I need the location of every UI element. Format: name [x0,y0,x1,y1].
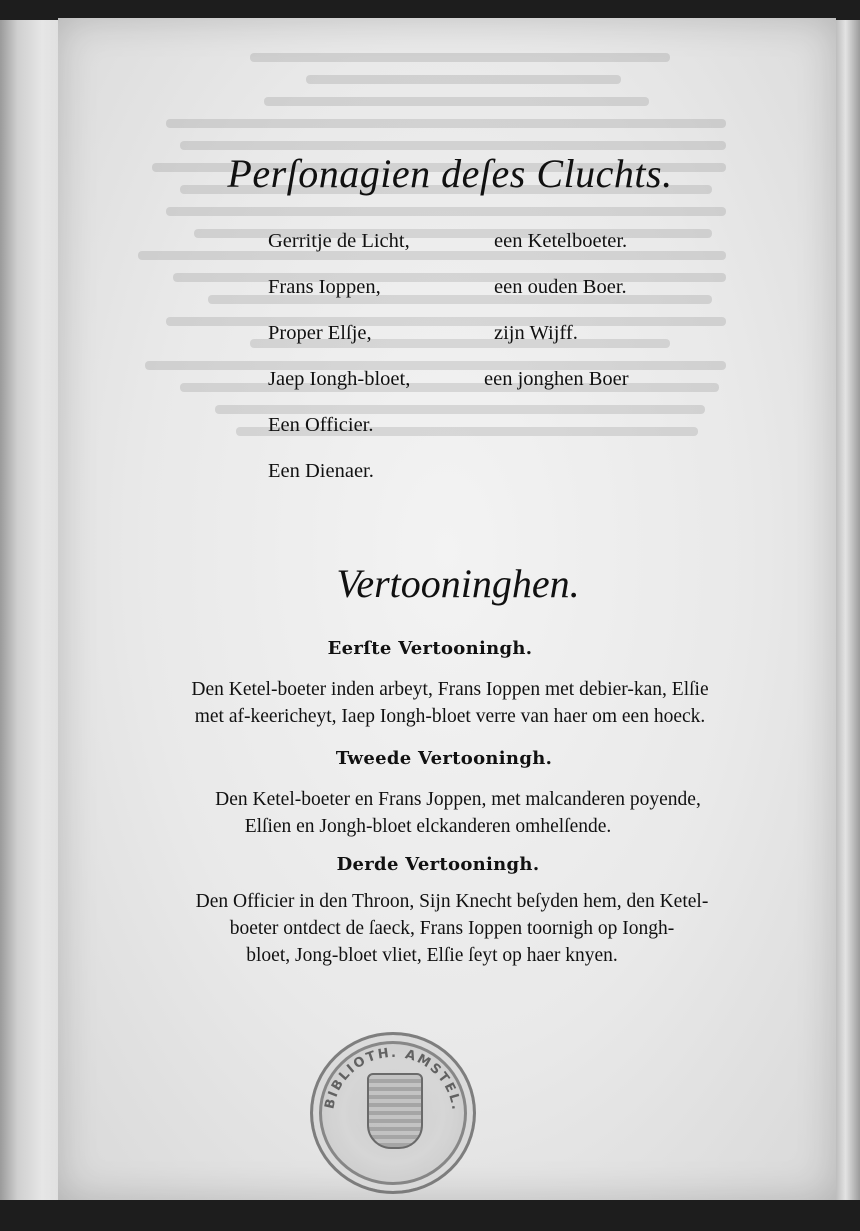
scene-description [20,676,860,730]
scene-line: Den Officier in den Throon, Sijn Knecht beſyden hem, den Ketel- [195,891,709,912]
character-name: Proper Elſje, [268,322,372,344]
scene-line: Den Ketel-boeter en Frans Joppen, met malcanderen poyende, [215,789,701,810]
cast-row [262,364,682,410]
character-name: Frans Ioppen, [268,276,381,298]
page-title: Perſonagien deſes Cluchts. [227,151,673,196]
library-stamp [310,1032,476,1194]
stamp-text: BIBLIOTH. AMSTEL. [322,1045,464,1113]
character-role: een ouden Boer. [494,276,627,298]
character-name: Een Dienaer. [268,460,374,482]
scene-line: bloet, Jong-bloet vliet, Elſie ſeyt op haer knyen. [246,945,618,966]
scene-heading: Derde Vertooningh. [336,854,540,875]
character-name: Jaep Iongh-bloet, [268,368,411,390]
cast-row [262,226,682,272]
character-name: Een Officier. [268,414,374,436]
character-role: zijn Wijff. [494,322,578,344]
scene-description [22,888,860,969]
coat-of-arms-icon [367,1073,423,1149]
character-name: Gerritje de Licht, [268,230,410,252]
cast-row [262,456,682,502]
cast-row [262,410,682,456]
character-role: een jonghen Boer [484,368,629,390]
page-edge [836,20,860,1200]
scene-line: met af-keericheyt, Iaep Iongh-bloet verre van haer om een hoeck. [194,706,706,727]
cast-row [262,272,682,318]
section-heading: Vertooninghen. [336,561,580,606]
scene-line: Den Ketel-boeter inden arbeyt, Frans Ioppen met debier-kan, Elſie [191,679,709,700]
character-role: een Ketelboeter. [494,230,628,252]
cast-list [262,226,682,502]
scene-description [28,786,860,840]
scene-line: boeter ontdect de ſaeck, Frans Ioppen toornigh op Iongh- [229,918,675,939]
cast-row [262,318,682,364]
scene-line: Elſien en Jongh-bloet elckanderen omhelſende. [244,816,612,837]
scene-heading: Tweede Vertooningh. [335,748,553,769]
scene-heading: Eerſte Vertooningh. [327,638,533,659]
